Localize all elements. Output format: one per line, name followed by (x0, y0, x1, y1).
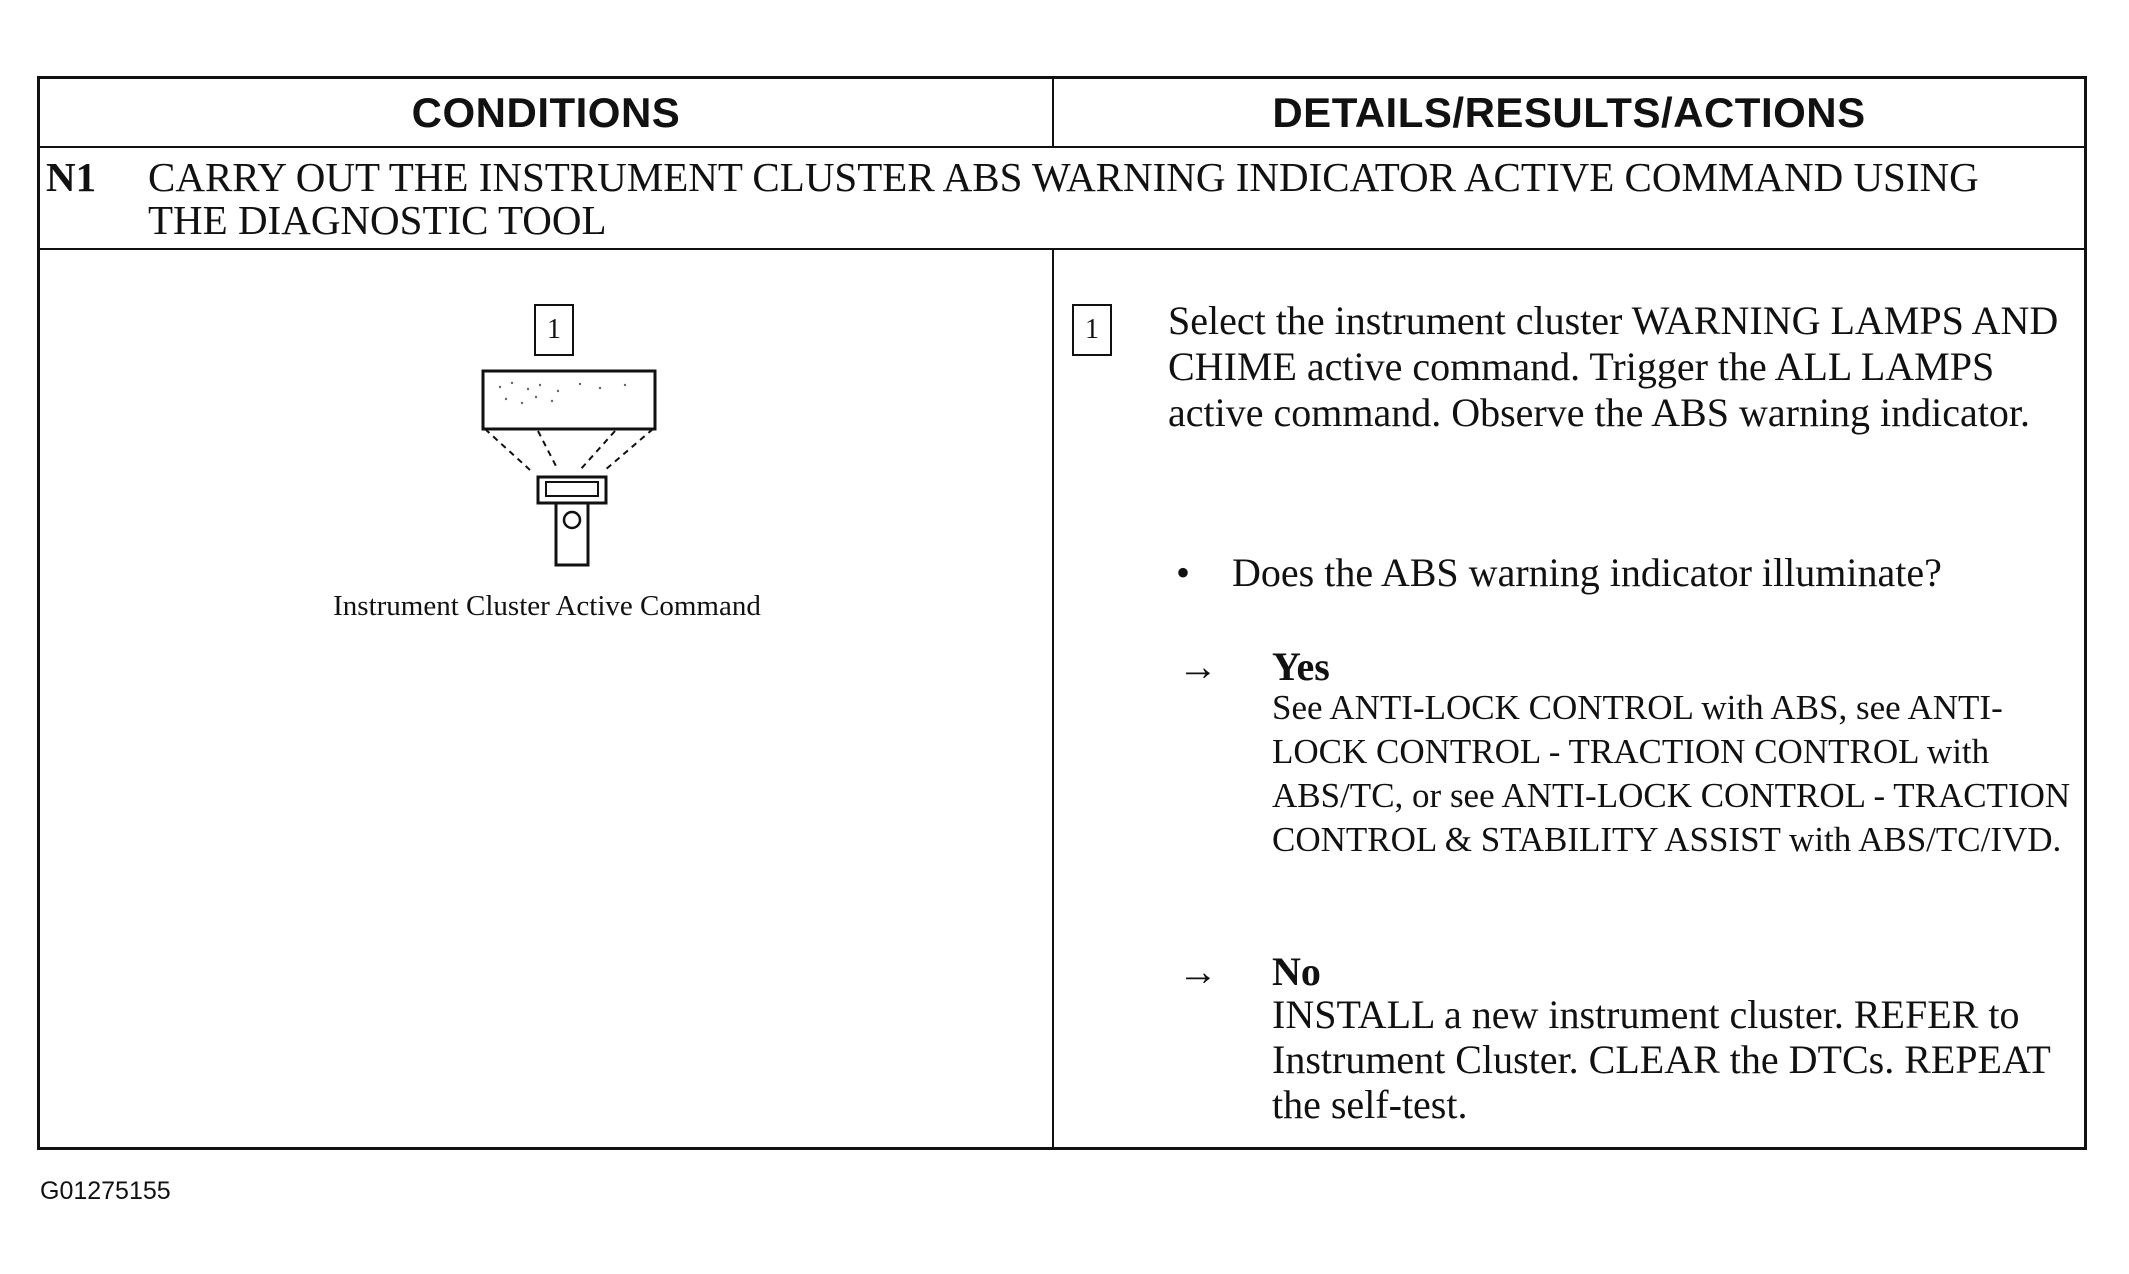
conditions-header: CONDITIONS (40, 79, 1054, 146)
step-id: N1 (46, 154, 97, 200)
instruction-number-box: 1 (1072, 304, 1112, 356)
question-line (1168, 550, 1942, 596)
table-header (40, 79, 2084, 148)
no-label: No (1272, 949, 1321, 994)
question-text: Does the ABS warning indicator illuminate? (1232, 550, 1942, 595)
bullet-point: • (1176, 550, 1191, 595)
step-title: CARRY OUT THE INSTRUMENT CLUSTER ABS WARNING INDICATOR ACTIVE COMMAND USING THE DIAGNOSTIC TOOL (148, 154, 1979, 243)
step-row (40, 146, 2084, 250)
figure-caption: Instrument Cluster Active Command (333, 590, 761, 622)
no-action-text: INSTALL a new instrument cluster. REFER to Instrument Cluster. CLEAR the DTCs. REPEAT the self-test. (1272, 992, 2051, 1127)
details-cell (1054, 250, 2084, 1147)
figure-number-box: 1 (534, 304, 574, 356)
figure-id: G01275155 (40, 1177, 171, 1205)
no-arrow-icon: → (1178, 949, 1218, 994)
yes-label: Yes (1272, 644, 1330, 689)
yes-action-text: See ANTI-LOCK CONTROL with ABS, see ANTI- LOCK CONTROL - TRACTION CONTROL with ABS/TC, or see ANTI-LOCK CONTROL - TRACTION CONTROL & STABILITY ASSIST with ABS/TC/IVD. (1272, 688, 2071, 859)
details-header: DETAILS/RESULTS/ACTIONS (1272, 88, 1866, 136)
yes-arrow-icon: → (1178, 644, 1218, 689)
instruction-text: Select the instrument cluster WARNING LAMPS AND CHIME active command. Trigger the ALL LAMPS active command. Observe the ABS warning indicator. (1168, 298, 2059, 435)
instrument-cluster-tool-illustration (440, 365, 670, 575)
conditions-cell (40, 250, 1054, 1147)
diagnostic-table (37, 76, 2087, 1150)
